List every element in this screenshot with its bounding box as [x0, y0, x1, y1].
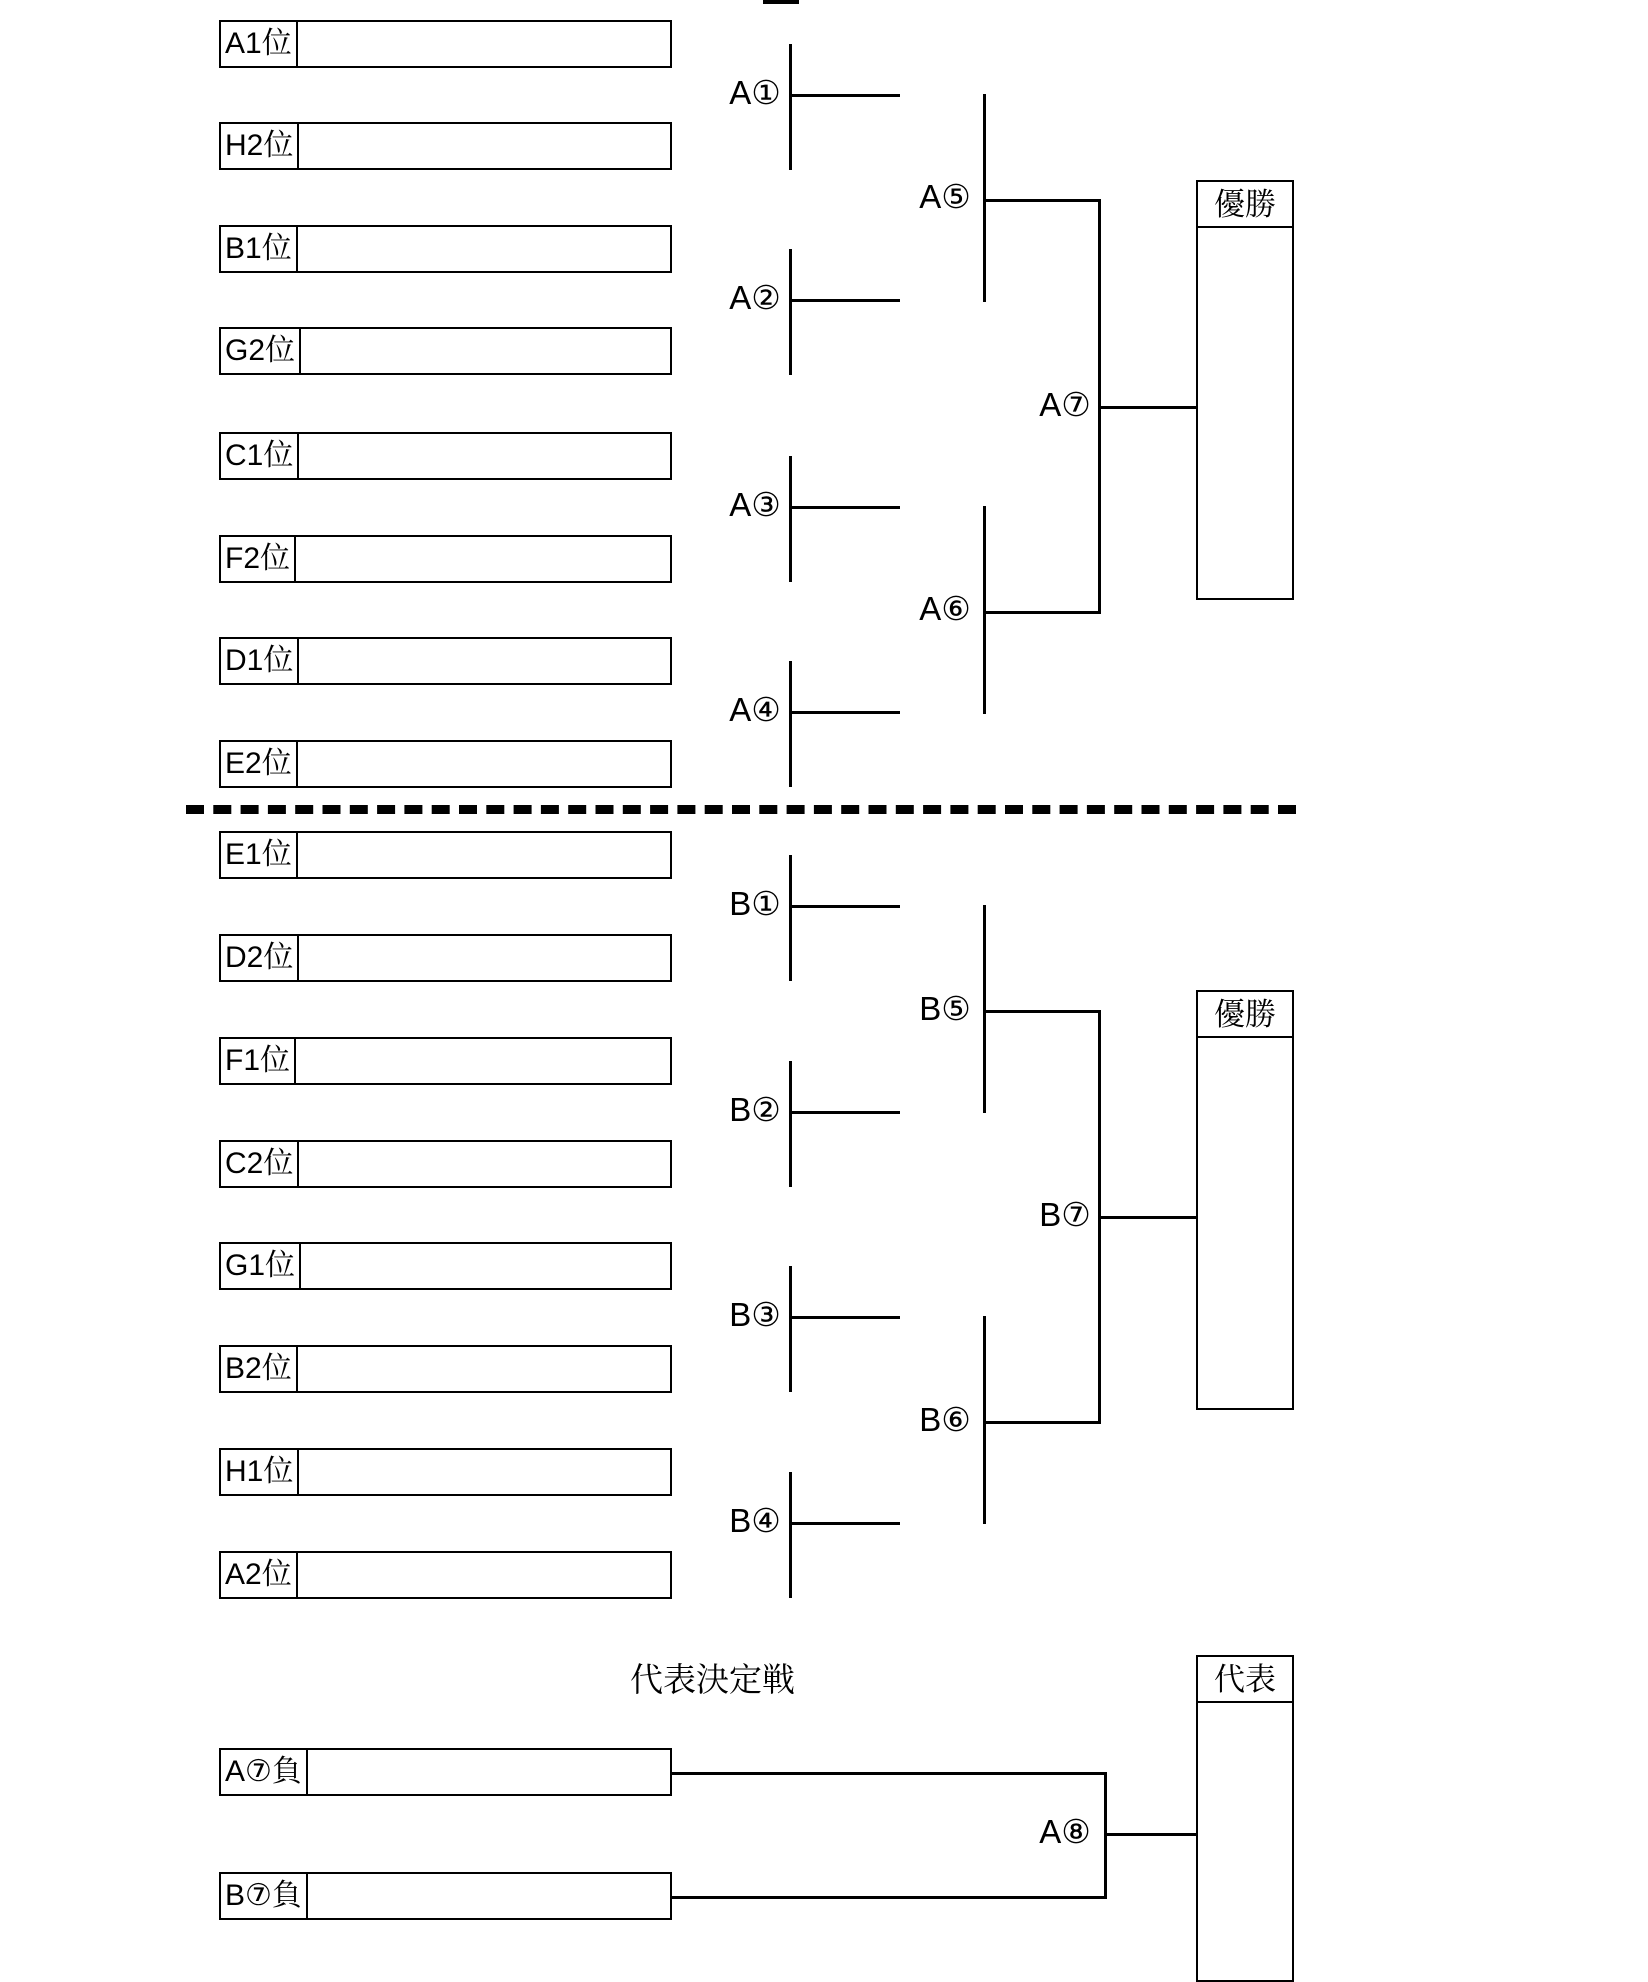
entry-tag: C1位	[219, 432, 299, 480]
entry-slot[interactable]	[219, 1872, 672, 1920]
match-label-a6: A⑥	[919, 590, 971, 627]
entry-tag: F1位	[219, 1037, 296, 1085]
entry-name-field[interactable]	[298, 1551, 672, 1599]
match-label-b2: B②	[729, 1091, 781, 1128]
entry-tag: B1位	[219, 225, 298, 273]
entry-slot[interactable]	[219, 1037, 672, 1085]
playoff-title: 代表決定戦	[630, 1661, 795, 1698]
entry-slot[interactable]	[219, 1345, 672, 1393]
entry-slot[interactable]	[219, 740, 672, 788]
bracket-connector	[670, 1896, 1107, 1899]
entry-slot[interactable]	[219, 1551, 672, 1599]
entry-slot[interactable]	[219, 225, 672, 273]
entry-tag: A⑦負	[219, 1748, 308, 1796]
entry-slot[interactable]	[219, 1448, 672, 1496]
entry-tag: H1位	[219, 1448, 299, 1496]
representative-label: 代表	[1198, 1657, 1292, 1703]
entry-tag: B⑦負	[219, 1872, 308, 1920]
entry-tag: G1位	[219, 1242, 301, 1290]
entry-slot[interactable]	[219, 20, 672, 68]
entry-tag: H2位	[219, 122, 299, 170]
champion-box	[1196, 990, 1294, 1410]
entry-tag: F2位	[219, 535, 296, 583]
entry-name-field[interactable]	[298, 831, 672, 879]
entry-slot[interactable]	[219, 637, 672, 685]
entry-name-field[interactable]	[299, 637, 672, 685]
entry-name-field[interactable]	[298, 740, 672, 788]
champion-label: 優勝	[1198, 992, 1292, 1038]
entry-slot[interactable]	[219, 327, 672, 375]
match-label-a7: A⑦	[1039, 386, 1091, 423]
entry-tag: C2位	[219, 1140, 299, 1188]
match-label-b7: B⑦	[1039, 1196, 1091, 1233]
entry-slot[interactable]	[219, 1242, 672, 1290]
match-label-a5: A⑤	[919, 178, 971, 215]
entry-tag: A1位	[219, 20, 298, 68]
entry-name-field[interactable]	[301, 1242, 672, 1290]
entry-name-field[interactable]	[298, 225, 672, 273]
entry-name-field[interactable]	[296, 535, 672, 583]
entry-name-field[interactable]	[301, 327, 672, 375]
match-label-b6: B⑥	[919, 1401, 971, 1438]
champion-label: 優勝	[1198, 182, 1292, 228]
match-label-b4: B④	[729, 1502, 781, 1539]
section-divider	[186, 805, 1296, 814]
entry-name-field[interactable]	[299, 432, 672, 480]
match-label-a2: A②	[729, 279, 781, 316]
match-label-a4: A④	[729, 691, 781, 728]
entry-slot[interactable]	[219, 432, 672, 480]
match-label-b1: B①	[729, 885, 781, 922]
entry-slot[interactable]	[219, 831, 672, 879]
entry-name-field[interactable]	[296, 1037, 672, 1085]
champion-box	[1196, 180, 1294, 600]
match-label-a3: A③	[729, 486, 781, 523]
entry-name-field[interactable]	[299, 1140, 672, 1188]
entry-slot[interactable]	[219, 535, 672, 583]
entry-tag: A2位	[219, 1551, 298, 1599]
entry-slot[interactable]	[219, 1748, 672, 1796]
top-tick-mark	[763, 0, 799, 4]
entry-tag: B2位	[219, 1345, 298, 1393]
entry-name-field[interactable]	[299, 122, 672, 170]
entry-name-field[interactable]	[298, 20, 672, 68]
representative-box	[1196, 1655, 1294, 1982]
entry-slot[interactable]	[219, 1140, 672, 1188]
entry-slot[interactable]	[219, 122, 672, 170]
entry-tag: E1位	[219, 831, 298, 879]
match-label-a8: A⑧	[1039, 1813, 1091, 1850]
match-label-a1: A①	[729, 74, 781, 111]
entry-name-field[interactable]	[308, 1748, 672, 1796]
entry-slot[interactable]	[219, 934, 672, 982]
bracket-connector	[670, 1772, 1107, 1775]
match-label-b5: B⑤	[919, 990, 971, 1027]
entry-name-field[interactable]	[308, 1872, 672, 1920]
entry-tag: E2位	[219, 740, 298, 788]
entry-name-field[interactable]	[299, 934, 672, 982]
entry-tag: G2位	[219, 327, 301, 375]
entry-name-field[interactable]	[298, 1345, 672, 1393]
entry-tag: D1位	[219, 637, 299, 685]
entry-name-field[interactable]	[299, 1448, 672, 1496]
match-label-b3: B③	[729, 1296, 781, 1333]
entry-tag: D2位	[219, 934, 299, 982]
